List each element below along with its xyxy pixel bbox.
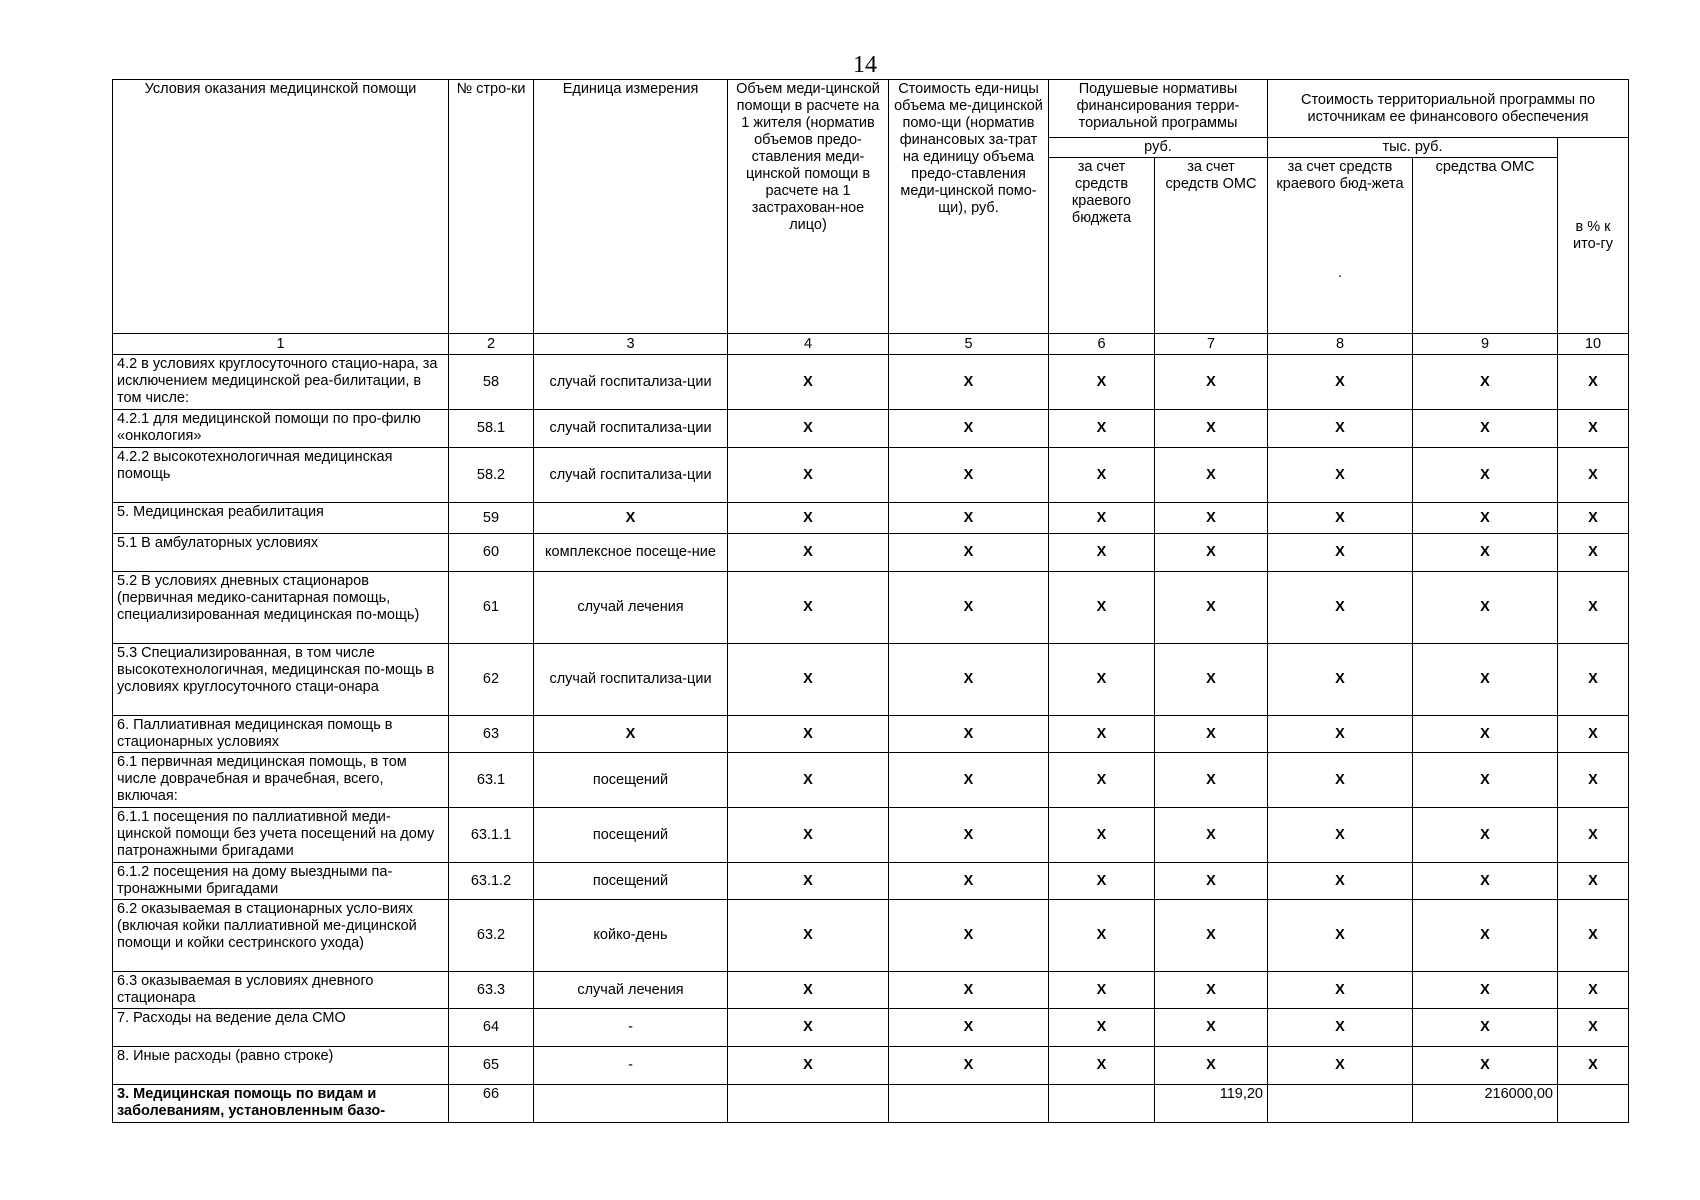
row-volume: X: [728, 534, 889, 572]
row-percent: X: [1558, 900, 1629, 972]
header-conditions: Условия оказания медицинской помощи: [113, 80, 449, 334]
row-percent: X: [1558, 808, 1629, 863]
row-condition: 4.2.1 для медицинской помощи по про-филю «онкология»: [113, 410, 449, 448]
row-regional-budget-rub: X: [1049, 355, 1155, 410]
row-number: 63.2: [449, 900, 534, 972]
row-regional-budget-rub: X: [1049, 1047, 1155, 1085]
row-unit: случай госпитализа-ции: [534, 410, 728, 448]
column-number: 4: [728, 334, 889, 355]
row-condition: 4.2 в условиях круглосуточного стацио-нара, за исключением медицинской реа-билитации, в том числе:: [113, 355, 449, 410]
row-percent: X: [1558, 410, 1629, 448]
header-per-capita-group: Подушевые нормативы финансирования терри-ториальной программы: [1049, 80, 1268, 138]
row-regional-budget-thousand: X: [1268, 1009, 1413, 1047]
row-regional-budget-thousand: [1268, 1085, 1413, 1123]
header-regional-budget-rub: за счет средств краевого бюджета: [1049, 158, 1155, 334]
row-oms-rub: X: [1155, 534, 1268, 572]
row-regional-budget-rub: X: [1049, 410, 1155, 448]
row-unit: случай лечения: [534, 572, 728, 644]
row-regional-budget-rub: X: [1049, 716, 1155, 753]
row-volume: X: [728, 448, 889, 503]
row-oms-thousand: X: [1413, 972, 1558, 1009]
row-unit: посещений: [534, 753, 728, 808]
column-number: 6: [1049, 334, 1155, 355]
row-percent: X: [1558, 355, 1629, 410]
row-number: 58: [449, 355, 534, 410]
row-unit: случай госпитализа-ции: [534, 448, 728, 503]
row-regional-budget-rub: X: [1049, 972, 1155, 1009]
row-percent: X: [1558, 534, 1629, 572]
row-oms-thousand: X: [1413, 534, 1558, 572]
column-number: 7: [1155, 334, 1268, 355]
row-oms-rub: X: [1155, 863, 1268, 900]
table-row: [113, 808, 1629, 863]
table-row: [113, 1047, 1629, 1085]
row-percent: X: [1558, 972, 1629, 1009]
header-unit-cost: Стоимость еди-ницы объема ме-дицинской помо-щи (норматив финансовых за-трат на единицу объема предо-ставления меди-цинской помо-щи), руб.: [889, 80, 1049, 334]
row-number: 59: [449, 503, 534, 534]
stray-dot: .: [1337, 265, 1343, 281]
row-percent: X: [1558, 572, 1629, 644]
row-regional-budget-thousand: X: [1268, 534, 1413, 572]
page-number: 14: [853, 52, 877, 78]
row-unit-cost: X: [889, 753, 1049, 808]
row-number: 58.2: [449, 448, 534, 503]
row-regional-budget-thousand: X: [1268, 753, 1413, 808]
row-condition: 5.1 В амбулаторных условиях: [113, 534, 449, 572]
header-unit-thousand-rub: тыс. руб.: [1268, 138, 1558, 158]
row-regional-budget-thousand: X: [1268, 716, 1413, 753]
row-oms-thousand: X: [1413, 1047, 1558, 1085]
row-oms-thousand: X: [1413, 753, 1558, 808]
row-unit-cost: X: [889, 1047, 1049, 1085]
table-row: [113, 572, 1629, 644]
row-condition: 6.1.2 посещения на дому выездными па-тронажными бригадами: [113, 863, 449, 900]
table-row: [113, 448, 1629, 503]
column-number: 10: [1558, 334, 1629, 355]
row-volume: X: [728, 503, 889, 534]
row-unit: случай лечения: [534, 972, 728, 1009]
row-regional-budget-thousand: X: [1268, 644, 1413, 716]
row-oms-thousand: X: [1413, 716, 1558, 753]
row-number: 60: [449, 534, 534, 572]
row-volume: X: [728, 572, 889, 644]
row-regional-budget-rub: X: [1049, 572, 1155, 644]
row-oms-rub: X: [1155, 644, 1268, 716]
table-row: [113, 410, 1629, 448]
row-condition: 5. Медицинская реабилитация: [113, 503, 449, 534]
row-percent: X: [1558, 503, 1629, 534]
row-condition: 7. Расходы на ведение дела СМО: [113, 1009, 449, 1047]
row-regional-budget-rub: X: [1049, 503, 1155, 534]
row-unit-cost: X: [889, 572, 1049, 644]
row-number: 61: [449, 572, 534, 644]
row-unit-cost: X: [889, 900, 1049, 972]
header-row-number: № стро-ки: [449, 80, 534, 334]
row-percent: X: [1558, 1009, 1629, 1047]
column-number: 8: [1268, 334, 1413, 355]
row-regional-budget-rub: X: [1049, 644, 1155, 716]
table-row: [113, 900, 1629, 972]
row-oms-rub: X: [1155, 355, 1268, 410]
row-number: 58.1: [449, 410, 534, 448]
row-unit-cost: X: [889, 863, 1049, 900]
row-regional-budget-rub: X: [1049, 863, 1155, 900]
row-percent: X: [1558, 716, 1629, 753]
row-condition: 5.2 В условиях дневных стационаров (первичная медико-санитарная помощь, специализированная медицинская по-мощь): [113, 572, 449, 644]
row-unit: случай госпитализа-ции: [534, 644, 728, 716]
column-number: 9: [1413, 334, 1558, 355]
row-oms-thousand: X: [1413, 808, 1558, 863]
row-oms-thousand: X: [1413, 863, 1558, 900]
header-regional-budget-thousand: [1268, 158, 1413, 334]
table-row-total: [113, 1085, 1629, 1123]
row-number: 63.1.1: [449, 808, 534, 863]
row-number: 63.1: [449, 753, 534, 808]
row-regional-budget-thousand: X: [1268, 355, 1413, 410]
header-program-cost-group: Стоимость территориальной программы по источникам ее финансового обеспечения: [1268, 80, 1629, 138]
row-number: 65: [449, 1047, 534, 1085]
row-number: 63.1.2: [449, 863, 534, 900]
row-unit-cost: [889, 1085, 1049, 1123]
table-row: [113, 355, 1629, 410]
row-condition: 6.1 первичная медицинская помощь, в том числе доврачебная и врачебная, всего, включая:: [113, 753, 449, 808]
row-oms-rub: X: [1155, 900, 1268, 972]
table-row: [113, 503, 1629, 534]
row-volume: X: [728, 716, 889, 753]
row-percent: X: [1558, 1047, 1629, 1085]
table-row: [113, 716, 1629, 753]
row-unit: посещений: [534, 863, 728, 900]
table-row: [113, 753, 1629, 808]
program-cost-table: [112, 79, 1629, 1123]
table-row: [113, 863, 1629, 900]
header-percent: в % к ито-гу: [1558, 138, 1629, 334]
column-number-row: [113, 334, 1629, 355]
row-condition: 3. Медицинская помощь по видам и заболеваниям, установленным базо-: [113, 1085, 449, 1123]
row-volume: X: [728, 1047, 889, 1085]
row-regional-budget-thousand: X: [1268, 448, 1413, 503]
row-volume: X: [728, 753, 889, 808]
row-condition: 6.3 оказываемая в условиях дневного стационара: [113, 972, 449, 1009]
row-oms-thousand: X: [1413, 503, 1558, 534]
row-volume: X: [728, 972, 889, 1009]
row-unit: койко-день: [534, 900, 728, 972]
row-percent: X: [1558, 448, 1629, 503]
row-percent: [1558, 1085, 1629, 1123]
row-oms-rub: X: [1155, 716, 1268, 753]
column-number: 3: [534, 334, 728, 355]
table-row: [113, 972, 1629, 1009]
row-percent: X: [1558, 753, 1629, 808]
header-unit: Единица измерения: [534, 80, 728, 334]
row-oms-rub: X: [1155, 1047, 1268, 1085]
row-unit-cost: X: [889, 716, 1049, 753]
row-regional-budget-thousand: X: [1268, 503, 1413, 534]
column-number: 1: [113, 334, 449, 355]
row-volume: X: [728, 644, 889, 716]
row-unit: посещений: [534, 808, 728, 863]
row-oms-rub: 119,20: [1155, 1085, 1268, 1123]
row-unit-cost: X: [889, 972, 1049, 1009]
row-regional-budget-rub: X: [1049, 1009, 1155, 1047]
row-oms-rub: X: [1155, 503, 1268, 534]
row-regional-budget-thousand: X: [1268, 900, 1413, 972]
row-oms-rub: X: [1155, 410, 1268, 448]
column-number: 2: [449, 334, 534, 355]
row-oms-rub: X: [1155, 572, 1268, 644]
row-regional-budget-thousand: X: [1268, 410, 1413, 448]
row-oms-thousand: X: [1413, 448, 1558, 503]
row-number: 66: [449, 1085, 534, 1123]
row-unit-cost: X: [889, 644, 1049, 716]
row-regional-budget-rub: X: [1049, 448, 1155, 503]
table-row: [113, 534, 1629, 572]
row-volume: X: [728, 863, 889, 900]
row-volume: X: [728, 1009, 889, 1047]
row-unit-cost: X: [889, 503, 1049, 534]
row-unit: случай госпитализа-ции: [534, 355, 728, 410]
row-volume: X: [728, 355, 889, 410]
row-regional-budget-thousand: X: [1268, 1047, 1413, 1085]
row-oms-thousand: X: [1413, 1009, 1558, 1047]
row-oms-thousand: X: [1413, 355, 1558, 410]
row-condition: 8. Иные расходы (равно строке): [113, 1047, 449, 1085]
row-unit-cost: X: [889, 808, 1049, 863]
row-oms-thousand: X: [1413, 900, 1558, 972]
column-number: 5: [889, 334, 1049, 355]
row-oms-thousand: 216000,00: [1413, 1085, 1558, 1123]
row-regional-budget-thousand: X: [1268, 808, 1413, 863]
row-unit: X: [534, 503, 728, 534]
row-number: 62: [449, 644, 534, 716]
row-percent: X: [1558, 644, 1629, 716]
row-volume: [728, 1085, 889, 1123]
table-row: [113, 644, 1629, 716]
row-unit-cost: X: [889, 355, 1049, 410]
row-regional-budget-rub: X: [1049, 808, 1155, 863]
row-number: 63.3: [449, 972, 534, 1009]
row-oms-rub: X: [1155, 753, 1268, 808]
row-oms-rub: X: [1155, 448, 1268, 503]
row-unit-cost: X: [889, 1009, 1049, 1047]
row-unit: -: [534, 1047, 728, 1085]
row-regional-budget-rub: X: [1049, 534, 1155, 572]
row-oms-rub: X: [1155, 972, 1268, 1009]
row-unit-cost: X: [889, 410, 1049, 448]
row-oms-rub: X: [1155, 1009, 1268, 1047]
row-unit: -: [534, 1009, 728, 1047]
row-condition: 6.1.1 посещения по паллиативной меди-цинской помощи без учета посещений на дому патронажными бригадами: [113, 808, 449, 863]
row-oms-thousand: X: [1413, 572, 1558, 644]
row-volume: X: [728, 808, 889, 863]
row-unit: комплексное посеще-ние: [534, 534, 728, 572]
header-regional-budget-thousand-label: за счет средств краевого бюд-жета: [1276, 159, 1404, 192]
row-percent: X: [1558, 863, 1629, 900]
row-number: 63: [449, 716, 534, 753]
row-condition: 6. Паллиативная медицинская помощь в стационарных условиях: [113, 716, 449, 753]
row-oms-thousand: X: [1413, 644, 1558, 716]
row-regional-budget-rub: X: [1049, 900, 1155, 972]
table-row: [113, 1009, 1629, 1047]
row-condition: 4.2.2 высокотехнологичная медицинская помощь: [113, 448, 449, 503]
row-volume: X: [728, 900, 889, 972]
row-unit-cost: X: [889, 448, 1049, 503]
row-regional-budget-thousand: X: [1268, 972, 1413, 1009]
row-number: 64: [449, 1009, 534, 1047]
header-unit-rub: руб.: [1049, 138, 1268, 158]
header-oms-rub: за счет средств ОМС: [1155, 158, 1268, 334]
row-unit-cost: X: [889, 534, 1049, 572]
row-regional-budget-thousand: X: [1268, 863, 1413, 900]
row-regional-budget-rub: [1049, 1085, 1155, 1123]
row-condition: 5.3 Специализированная, в том числе высокотехнологичная, медицинская по-мощь в условиях круглосуточного стаци-онара: [113, 644, 449, 716]
row-regional-budget-rub: X: [1049, 753, 1155, 808]
row-unit: [534, 1085, 728, 1123]
header-volume: Объем меди-цинской помощи в расчете на 1 жителя (норматив объемов предо-ставления меди-цинской помощи в расчете на 1 застрахован-ное лицо): [728, 80, 889, 334]
row-oms-thousand: X: [1413, 410, 1558, 448]
row-oms-rub: X: [1155, 808, 1268, 863]
row-regional-budget-thousand: X: [1268, 572, 1413, 644]
row-condition: 6.2 оказываемая в стационарных усло-виях (включая койки паллиативной ме-дицинской помощи и койки сестринского ухода): [113, 900, 449, 972]
header-oms-thousand: средства ОМС: [1413, 158, 1558, 334]
row-volume: X: [728, 410, 889, 448]
row-unit: X: [534, 716, 728, 753]
